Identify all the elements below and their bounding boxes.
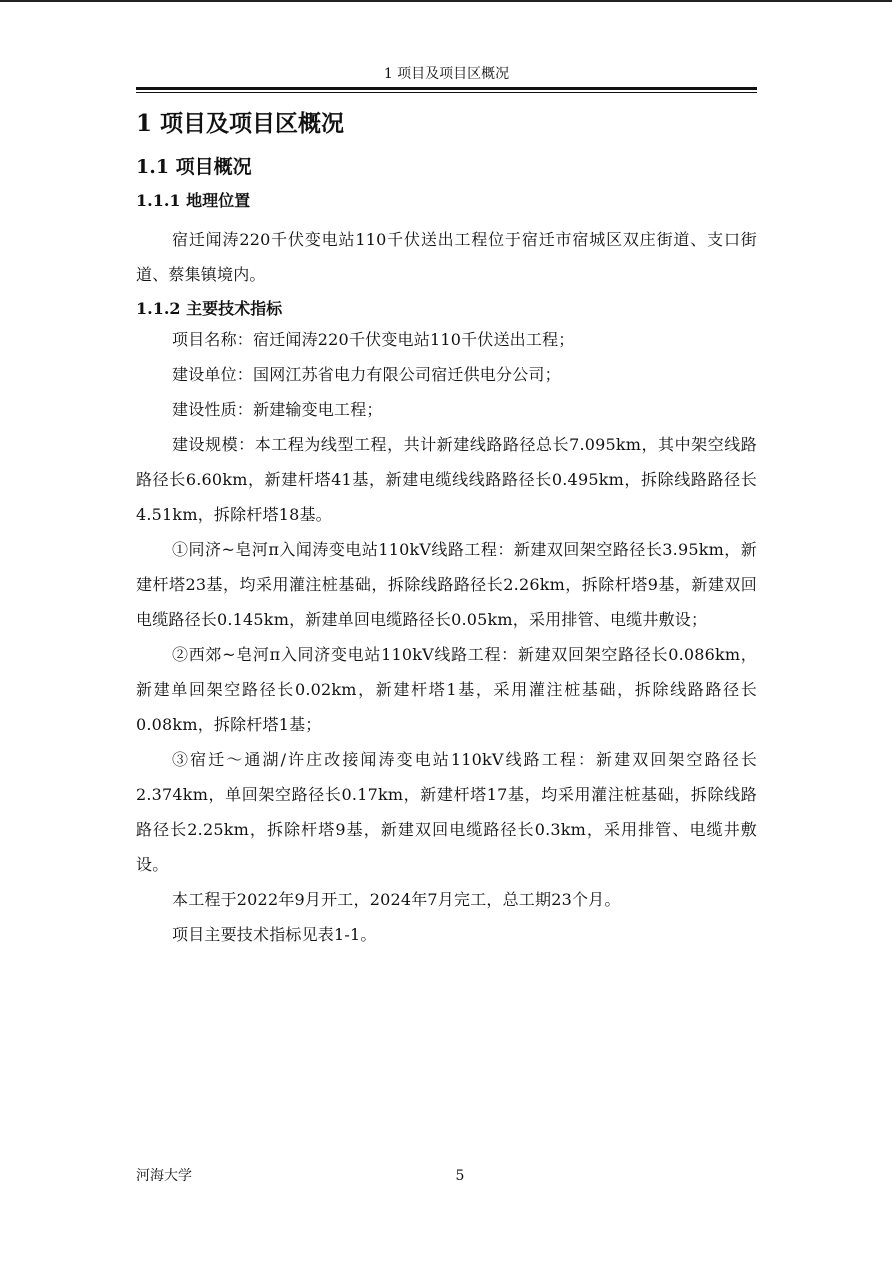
page-top-border	[0, 0, 892, 2]
paragraph-line-2: ②西郊~皂河π入同济变电站110kV线路工程：新建双回架空路径长0.086km，新建单回架空路径长0.02km，新建杆塔1基，采用灌注桩基础，拆除线路路径长0.08km，拆除杆塔1基；	[136, 645, 757, 734]
page-body	[136, 104, 757, 952]
page-number: 5	[455, 1168, 465, 1184]
paragraph-scale: 建设规模：本工程为线型工程，共计新建线路路径总长7.095km，其中架空线路路径长6.60km，新建杆塔41基，新建电缆线线路路径长0.495km，拆除线路路径长4.51km，拆除杆塔18基。	[136, 435, 757, 524]
running-header: 1 项目及项目区概况	[383, 66, 510, 82]
header-rule	[136, 87, 757, 90]
paragraph-schedule: 本工程于2022年9月开工，2024年7月完工，总工期23个月。	[172, 890, 621, 909]
paragraph-table-ref: 项目主要技术指标见表1-1。	[172, 925, 377, 944]
paragraph-nature: 建设性质：新建输变电工程；	[172, 400, 383, 419]
section-title-1-1-2: 1.1.2 主要技术指标	[136, 299, 283, 318]
header-rule-thin	[136, 92, 757, 93]
paragraph-line-3: ③宿迁～通湖/许庄改接闻涛变电站110kV线路工程：新建双回架空路径长2.374km，单回架空路径长0.17km，新建杆塔17基，均采用灌注桩基础，拆除线路路径长2.25km，拆除杆塔9基，新建双回电缆路径长0.3km，采用排管、电缆井敷设。	[136, 750, 757, 874]
footer-institution: 河海大学	[136, 1168, 192, 1184]
paragraph-builder: 建设单位：国网江苏省电力有限公司宿迁供电分公司；	[172, 365, 561, 384]
section-title-1-1-1: 1.1.1 地理位置	[136, 191, 251, 210]
paragraph-location: 宿迁闻涛220千伏变电站110千伏送出工程位于宿迁市宿城区双庄街道、支口街道、蔡集镇境内。	[136, 230, 757, 284]
paragraph-line-1: ①同济~皂河π入闻涛变电站110kV线路工程：新建双回架空路径长3.95km，新建杆塔23基，均采用灌注桩基础，拆除线路路径长2.26km，拆除杆塔9基，新建双回电缆路径长0.145km，新建单回电缆路径长0.05km，采用排管、电缆井敷设；	[136, 540, 757, 629]
section-title-1-1: 1.1 项目概况	[136, 156, 252, 178]
chapter-title: 1 项目及项目区概况	[136, 110, 345, 137]
paragraph-project-name: 项目名称：宿迁闻涛220千伏变电站110千伏送出工程；	[172, 330, 575, 349]
